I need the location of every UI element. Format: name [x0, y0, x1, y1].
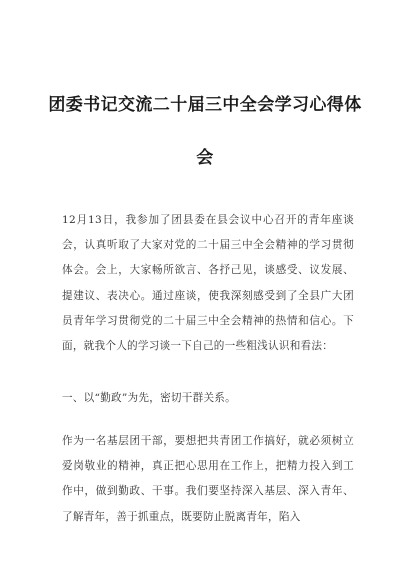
paragraph-section-1: 作为一名基层团干部，要想把共青团工作搞好，就必须树立爱岗敬业的精神，真正把心思用在工作上，把精力投入到工作中，做到勤政、干事。我们要坚持深入基层、深入青年、了解青年，善于抓重点，既要防止脱离青年，陷入	[62, 435, 354, 523]
document-title-line-2: 会	[196, 148, 214, 168]
paragraph-intro: 12月13日，我参加了团县委在县会议中心召开的青年座谈会，认真听取了大家对党的二十届三中全会精神的学习贯彻体会。会上，大家畅所欲言、各抒己见，谈感受、议发展、提建议、表决心。通过座谈，使我深刻感受到了全县广大团员青年学习贯彻党的二十届三中全会精神的热情和信心。下面，就我个人的学习谈一下自己的一些粗浅认识和看法：	[62, 214, 354, 353]
section-heading-1: 一、以“勤政”为先，密切干群关系。	[62, 392, 236, 404]
document-title-line-1: 团委书记交流二十届三中全会学习心得体	[48, 95, 362, 115]
